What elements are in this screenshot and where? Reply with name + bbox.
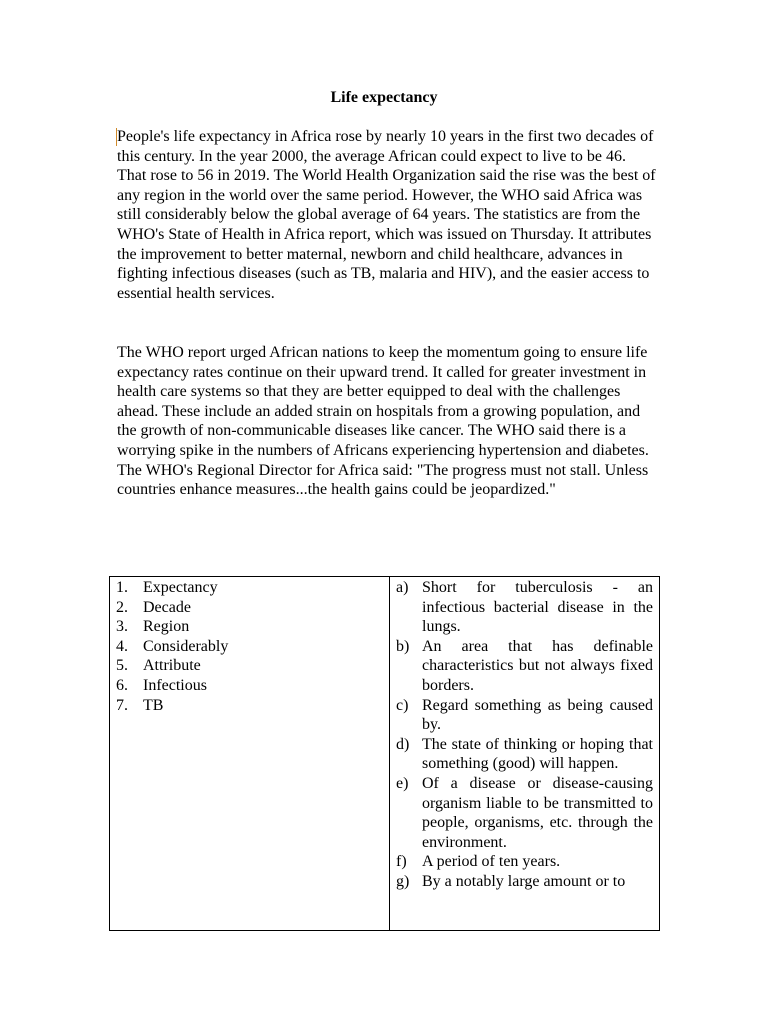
definition-text: The state of thinking or hoping that something (good) will happen. [422, 735, 653, 773]
definition-item: g) By a notably large amount or to [396, 872, 653, 892]
word-text: Decade [143, 598, 191, 616]
word-list-cell [110, 577, 390, 931]
word-list [116, 578, 383, 715]
definition-text: By a notably large amount or to [422, 872, 626, 890]
word-item: 2. Decade [116, 598, 191, 616]
paragraph-1: People's life expectancy in Africa rose by nearly 10 years in the first two decades of this century. In the year 2000, the average African could expect to live to be 46. That rose to 56 in 2019. The World Health Organization said the rise was the best of any region in the world over the same period. However, the WHO said Africa was still considerably below the global average of 64 years. The statistics are from the WHO's State of Health in Africa report, which was issued on Thursday. It attributes the improvement to better maternal, newborn and child healthcare, advances in fighting infectious diseases (such as TB, malaria and HIV), and the easier access to essential health services. [117, 128, 656, 302]
word-item: 4. Considerably [116, 637, 229, 655]
definition-text: A period of ten years. [422, 853, 561, 871]
word-text: Region [143, 618, 190, 636]
definition-text: Regard something as being caused by. [422, 696, 653, 734]
word-text: Attribute [143, 657, 201, 675]
word-item: 1. Expectancy [116, 579, 218, 596]
vocabulary-table-row [110, 577, 660, 931]
word-item: 5. Attribute [116, 657, 201, 675]
word-text: Infectious [143, 676, 207, 694]
vocabulary-table [109, 576, 660, 931]
word-text: Considerably [143, 637, 229, 655]
definition-item: b) An area that has definable characteristics but not always fixed borders. [396, 637, 653, 694]
definition-text: Short for tuberculosis - an infectious bacterial disease in the lungs. [422, 579, 653, 636]
document-title: Life expectancy [330, 89, 438, 106]
word-text: Expectancy [143, 579, 218, 596]
definition-text: Of a disease or disease-causing organism liable to be transmitted to people, organisms, etc. through the environment. [422, 774, 653, 851]
word-item: 3. Region [116, 618, 190, 636]
definition-list-cell [390, 577, 660, 931]
definition-item: e) Of a disease or disease-causing organism liable to be transmitted to people, organisms, etc. through the environment. [396, 774, 653, 851]
definition-item: f) A period of ten years. [396, 852, 653, 872]
word-item: 6. Infectious [116, 676, 207, 694]
definition-item: d) The state of thinking or hoping that something (good) will happen. [396, 735, 653, 773]
definition-item: a) Short for tuberculosis - an infectious bacterial disease in the lungs. [396, 579, 653, 636]
definition-text: An area that has definable characteristics but not always fixed borders. [422, 637, 653, 694]
definition-item: c) Regard something as being caused by. [396, 696, 653, 734]
paragraph-2: The WHO report urged African nations to keep the momentum going to ensure life expectancy rates continue on their upward trend. It called for greater investment in health care systems so that they are better equipped to deal with the challenges ahead. These include an added strain on hospitals from a growing population, and the growth of non-communicable diseases like cancer. The WHO said there is a worrying spike in the numbers of Africans experiencing hypertension and diabetes. The WHO's Regional Director for Africa said: "The progress must not stall. Unless countries enhance measures...the health gains could be jeopardized." [117, 344, 649, 499]
word-item: 7. TB [116, 696, 164, 714]
word-text: TB [143, 696, 164, 714]
definition-list [396, 578, 653, 892]
